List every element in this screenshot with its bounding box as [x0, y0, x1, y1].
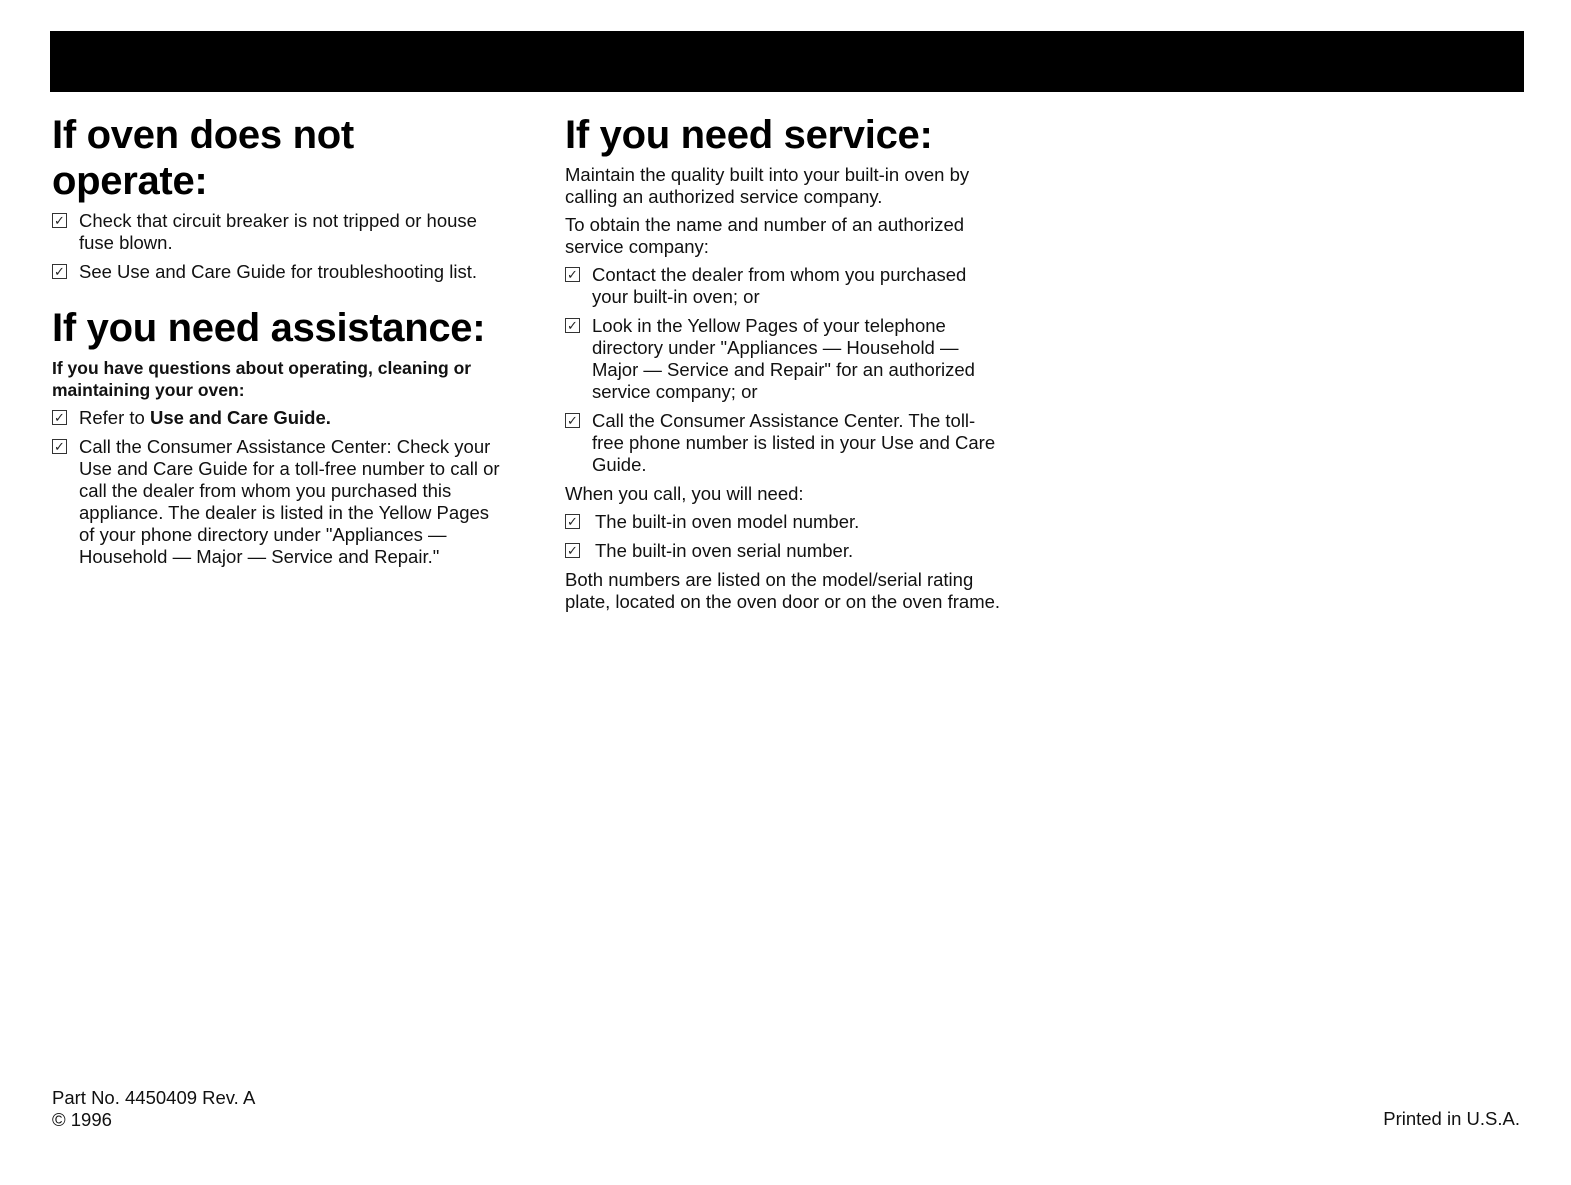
- service-section-title: If you need service:: [565, 113, 933, 157]
- checked-box-icon: ✓: [52, 264, 67, 279]
- list-item-text: Look in the Yellow Pages of your telephone directory under "Appliances — Household — Major — Service and Repair" for an authorized service company; or: [592, 315, 975, 402]
- list-item: [565, 264, 1005, 308]
- checked-box-icon: ✓: [565, 267, 580, 282]
- checked-box-icon: ✓: [565, 543, 580, 558]
- list-item-text: The built-in oven serial number.: [595, 540, 854, 561]
- assistance-lead: If you have questions about operating, cleaning or maintaining your oven:: [52, 358, 472, 400]
- copyright: © 1996: [52, 1109, 112, 1130]
- oven-checklist: [52, 210, 502, 283]
- printed-in: Printed in U.S.A.: [1383, 1108, 1520, 1129]
- assistance-section-title: If you need assistance:: [52, 306, 486, 350]
- service-checklist: [565, 264, 1005, 476]
- service-obtain: To obtain the name and number of an authorized service company:: [565, 214, 965, 257]
- list-item: [52, 210, 502, 254]
- part-number: Part No. 4450409 Rev. A: [52, 1087, 256, 1108]
- checked-box-icon: ✓: [565, 413, 580, 428]
- list-item-text: The built-in oven model number.: [595, 511, 860, 532]
- list-item: [565, 410, 1005, 476]
- footer-left: [52, 1087, 255, 1131]
- middle-column: [565, 112, 1005, 619]
- assistance-checklist: [52, 407, 502, 568]
- list-item-text: Call the Consumer Assistance Center: Check your Use and Care Guide for a toll-free number to call or call the dealer from whom you purchased this appliance. The dealer is listed in the Yellow Pages of your phone directory under "Appliances — Household — Major — Service and Repair.": [79, 436, 500, 567]
- service-intro: Maintain the quality built into your built-in oven by calling an authorized service company.: [565, 164, 970, 207]
- left-column: [52, 112, 502, 575]
- service-both: Both numbers are listed on the model/serial rating plate, located on the oven door or on the oven frame.: [565, 569, 1001, 612]
- list-item-text: Call the Consumer Assistance Center. The toll-free phone number is listed in your Use and Care Guide.: [592, 410, 996, 475]
- list-item: [52, 407, 502, 429]
- checked-box-icon: ✓: [52, 439, 67, 454]
- list-item-text: Contact the dealer from whom you purchased your built-in oven; or: [592, 264, 967, 307]
- need-checklist: [565, 511, 1005, 562]
- list-item: [52, 436, 502, 568]
- list-item-text: See Use and Care Guide for troubleshooting list.: [79, 261, 477, 282]
- guide-reference: Use and Care Guide.: [149, 407, 331, 428]
- list-item: [565, 540, 1005, 562]
- list-item: [565, 511, 1005, 533]
- list-item: [565, 315, 1005, 403]
- list-item-text: Check that circuit breaker is not tripped or house fuse blown.: [79, 210, 477, 253]
- service-when: When you call, you will need:: [565, 483, 804, 504]
- header-bar: [50, 31, 1524, 92]
- oven-section-title: If oven does not operate:: [52, 113, 354, 203]
- checked-box-icon: ✓: [565, 318, 580, 333]
- checked-box-icon: ✓: [52, 410, 67, 425]
- list-item-text: Refer to: [79, 407, 150, 428]
- checked-box-icon: ✓: [565, 514, 580, 529]
- list-item: [52, 261, 502, 283]
- checked-box-icon: ✓: [52, 213, 67, 228]
